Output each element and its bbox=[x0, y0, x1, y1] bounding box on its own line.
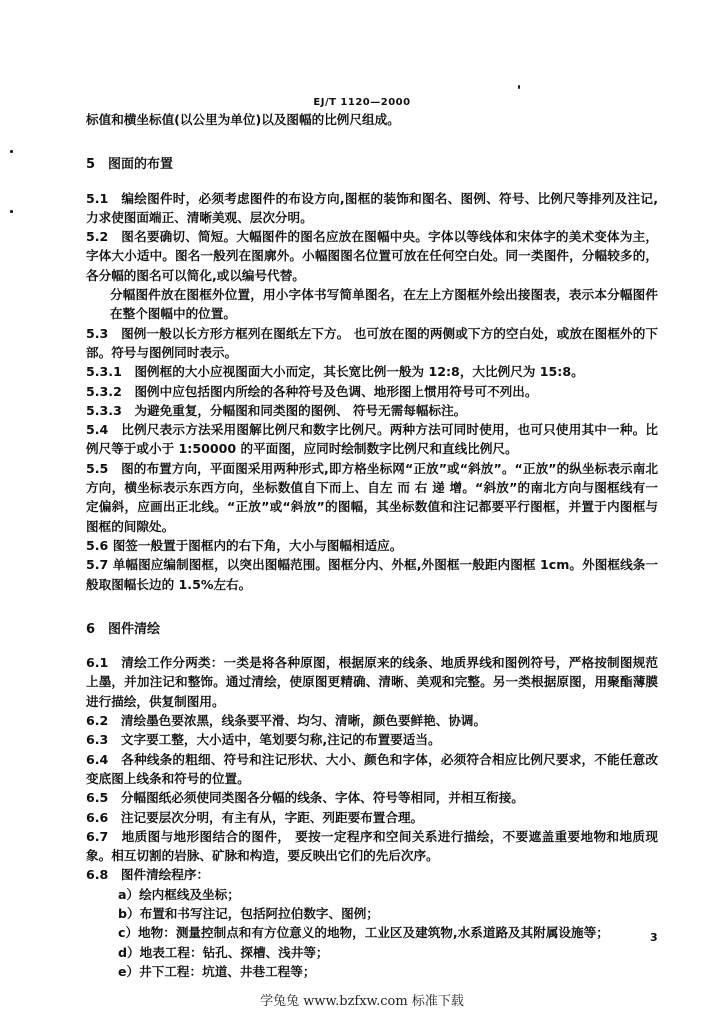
scan-mark bbox=[10, 150, 13, 153]
list-item-d: d）地表工程：钻孔、探槽、浅井等； bbox=[118, 944, 329, 960]
clause-6-3: 6.3 文字要工整，大小适中，笔划要匀称,注记的布置要适当。 bbox=[86, 732, 441, 748]
watermark-footer: 学兔兔 www.bzfxw.com 标准下载 bbox=[260, 994, 464, 1009]
clause-5-1: 5.1 编绘图件时，必须考虑图件的布设方向,图框的装饰和图名、图例、符号、比例尺等排列及注记,力求使图面端正、清晰美观、层次分明。 bbox=[86, 190, 658, 225]
list-item-a: a）绘内框线及坐标； bbox=[118, 886, 240, 902]
clause-6-4: 6.4 各种线条的粗细、符号和注记形状、大小、颜色和字体，必须符合相应比例尺要求，不能任意改变底图上线条和符号的位置。 bbox=[86, 751, 658, 786]
scan-mark bbox=[518, 85, 520, 89]
scan-mark bbox=[10, 210, 13, 213]
clause-5-7: 5.7 单幅图应编制图框，以突出图幅范围。图框分内、外框,外图框一般距内图框 1cm。外图框线条一般取图幅长边的 1.5%左右。 bbox=[86, 557, 658, 592]
section-heading-6: 6 图件清绘 bbox=[86, 621, 161, 637]
clause-6-7: 6.7 地质图与地形图结合的图件， 要按一定程序和空间关系进行描绘，不要遮盖重要地物和地质现象。相互切割的岩脉、矿脉和构造，要反映出它们的先后次序。 bbox=[86, 828, 658, 864]
document-code: EJ/T 1120—2000 bbox=[313, 97, 411, 108]
clause-5-2-continued: 分幅图件放在图框外位置，用小字体书写简单图名，在左上方图框外绘出接图表，表示本分幅图件在整个图幅中的位置。 bbox=[110, 287, 658, 322]
clause-5-4: 5.4 比例尺表示方法采用图解比例尺和数字比例尺。两种方法可同时使用，也可只使用其中一种。比例尺等于或小于 1:50000 的平面图，应同时绘制数字比例尺和直线比例尺。 bbox=[86, 422, 658, 457]
clause-5-3: 5.3 图例一般以长方形方框列在图纸左下方。 也可放在图的两侧或下方的空白处，或放在图框外的下部。符号与图例同时表示。 bbox=[86, 325, 658, 360]
clause-5-3-1: 5.3.1 图例框的大小应视图面大小而定，其长宽比例一般为 12:8，大比例尺为 15:8。 bbox=[86, 364, 584, 380]
clause-5-3-2: 5.3.2 图例中应包括图内所绘的各种符号及色调、地形图上惯用符号可不列出。 bbox=[86, 383, 538, 399]
section-heading-5: 5 图面的布置 bbox=[86, 157, 174, 173]
list-item-c: c）地物：测量控制点和有方位意义的地物，工业区及建筑物,水系道路及其附属设施等； bbox=[118, 925, 609, 941]
clause-6-2: 6.2 清绘墨色要浓黑，线条要平滑、均匀、清晰，颜色要鲜艳、协调。 bbox=[86, 713, 487, 729]
continued-paragraph: 标值和横坐标值(以公里为单位)以及图幅的比例尺组成。 bbox=[86, 112, 400, 127]
clause-5-3-3: 5.3.3 为避免重复，分幅图和同类图的图例、 符号无需每幅标注。 bbox=[86, 402, 467, 418]
list-item-b: b）布置和书写注记，包括阿拉伯数字、图例； bbox=[118, 905, 379, 921]
list-item-e: e）井下工程：坑道、井巷工程等； bbox=[118, 963, 316, 979]
clause-6-5: 6.5 分幅图纸必须使同类图各分幅的线条、字体、符号等相同，并相互衔接。 bbox=[86, 790, 524, 806]
clause-5-5: 5.5 图的布置方向，平面图采用两种形式,即方格坐标网“正放”或“斜放”。“正放”的纵坐标表示南北方向，横坐标表示东西方向，坐标数值自下而上、自左 而 右 递 增。“斜放”的南北方向与图框线有一定偏斜，应画出正北线。“正放”或“斜放”的图幅，其坐标数值和注记都要平行图框，并置于内图框与图框的间隙处。 bbox=[86, 460, 658, 534]
clause-6-8: 6.8 图件清绘程序： bbox=[86, 867, 210, 883]
clause-6-1: 6.1 清绘工作分两类：一类是将各种原图，根据原来的线条、地质界线和图例符号，严格按制图规范上墨，并加注记和整饰。通过清绘，使原图更精确、清晰、美观和完整。另一类根据原图，用聚酯薄膜进行描绘，供复制图用。 bbox=[86, 655, 658, 709]
body-text bbox=[86, 110, 658, 981]
page-number: 3 bbox=[650, 931, 658, 944]
clause-5-6: 5.6 图签一般置于图框内的右下角，大小与图幅相适应。 bbox=[86, 537, 403, 553]
clause-5-2: 5.2 图名要确切、简短。大幅图件的图名应放在图幅中央。字体以等线体和宋体字的美术变体为主，字体大小适中。图名一般列在图廓外。小幅图图名位置可放在任何空白处。同一类图件，分幅较多的，各分幅的图名可以简化,或以编号代替。 bbox=[86, 229, 658, 283]
clause-6-6: 6.6 注记要层次分明，有主有从，字距、列距要布置合理。 bbox=[86, 809, 424, 825]
